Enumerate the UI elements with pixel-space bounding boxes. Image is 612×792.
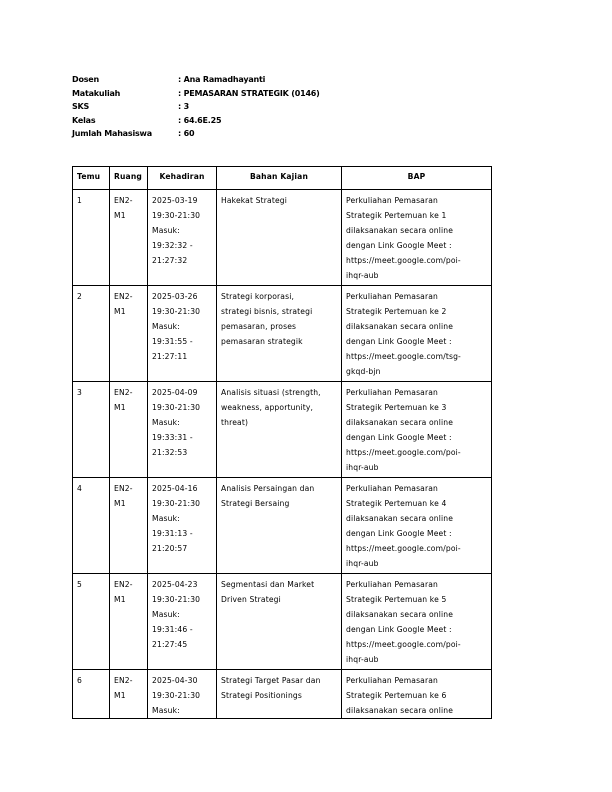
cell-line: 19:30-21:30: [152, 211, 201, 220]
cell-line: 19:31:13 -: [152, 529, 193, 538]
cell-line: M1: [114, 595, 126, 604]
cell-line: Strategi korporasi,: [221, 292, 295, 301]
header-bap: BAP: [342, 167, 492, 190]
cell-line: Masuk:: [152, 610, 180, 619]
cell-line: pemasaran strategik: [221, 337, 303, 346]
cell-line: 2025-03-26: [152, 292, 198, 301]
cell-kehadiran: [148, 670, 217, 719]
cell-line: https://meet.google.com/poi-: [346, 544, 461, 553]
cell-line: https://meet.google.com/poi-: [346, 256, 461, 265]
cell-line: 21:27:32: [152, 256, 188, 265]
cell-line: 21:27:45: [152, 640, 188, 649]
meta-label: SKS: [72, 102, 90, 111]
cell-line: dengan Link Google Meet :: [346, 625, 452, 634]
cell-line: 2025-04-30: [152, 676, 198, 685]
meta-value: : 60: [178, 129, 195, 138]
cell-kehadiran: [148, 190, 217, 286]
cell-line: 19:30-21:30: [152, 691, 201, 700]
cell-line: M1: [114, 211, 126, 220]
cell-line: Perkuliahan Pemasaran: [346, 580, 439, 589]
meta-row-dosen: [72, 73, 320, 87]
cell-line: Perkuliahan Pemasaran: [346, 196, 439, 205]
cell-line: strategi bisnis, strategi: [221, 307, 313, 316]
cell-line: dilaksanakan secara online: [346, 322, 454, 331]
cell-line: pemasaran, proses: [221, 322, 297, 331]
cell-line: dilaksanakan secara online: [346, 514, 454, 523]
cell-temu: 2: [73, 286, 110, 382]
cell-temu: 1: [73, 190, 110, 286]
cell-line: Strategi Positionings: [221, 691, 302, 700]
cell-line: 2025-03-19: [152, 196, 198, 205]
cell-line: ihqr-aub: [346, 463, 379, 472]
cell-line: 19:30-21:30: [152, 307, 201, 316]
cell-bap: [342, 478, 492, 574]
cell-line: EN2-: [114, 580, 133, 589]
cell-line: Perkuliahan Pemasaran: [346, 676, 439, 685]
cell-line: 2025-04-09: [152, 388, 198, 397]
cell-bahan-kajian: [217, 574, 342, 670]
cell-line: 19:31:55 -: [152, 337, 193, 346]
cell-line: M1: [114, 307, 126, 316]
cell-line: https://meet.google.com/tsg-: [346, 352, 461, 361]
cell-line: 21:20:57: [152, 544, 188, 553]
cell-line: ihqr-aub: [346, 559, 379, 568]
cell-line: 19:31:46 -: [152, 625, 193, 634]
meta-label: Jumlah Mahasiswa: [72, 129, 152, 138]
meta-value: : 3: [178, 102, 189, 111]
cell-line: 19:33:31 -: [152, 433, 193, 442]
header-bahan-kajian: Bahan Kajian: [217, 167, 342, 190]
cell-line: Masuk:: [152, 418, 180, 427]
cell-line: dilaksanakan secara online: [346, 610, 454, 619]
cell-temu: 6: [73, 670, 110, 719]
cell-line: ihqr-aub: [346, 271, 379, 280]
table-row: [73, 286, 492, 382]
meta-label: Dosen: [72, 75, 100, 84]
meta-value: : 64.6E.25: [178, 115, 222, 125]
cell-line: M1: [114, 499, 126, 508]
cell-line: Driven Strategi: [221, 595, 281, 604]
cell-line: Analisis Persaingan dan: [221, 484, 315, 493]
meta-label: Matakuliah: [72, 88, 121, 98]
cell-line: Strategik Pertemuan ke 2: [346, 307, 447, 316]
cell-ruang: [110, 670, 148, 719]
cell-line: Segmentasi dan Market: [221, 580, 315, 589]
meta-value: : PEMASARAN STRATEGIK (0146): [178, 88, 320, 98]
cell-ruang: [110, 478, 148, 574]
cell-line: dilaksanakan secara online: [346, 418, 454, 427]
cell-line: https://meet.google.com/poi-: [346, 640, 461, 649]
cell-line: Masuk:: [152, 514, 180, 523]
cell-ruang: [110, 190, 148, 286]
cell-line: dengan Link Google Meet :: [346, 433, 452, 442]
cell-temu: 4: [73, 478, 110, 574]
meta-value: : Ana Ramadhayanti: [178, 75, 266, 84]
cell-bap: [342, 286, 492, 382]
cell-line: Masuk:: [152, 706, 180, 715]
meta-row-jumlah: [72, 127, 320, 141]
meta-row-matakuliah: [72, 87, 320, 101]
cell-line: weakness, apportunity,: [221, 403, 314, 412]
cell-kehadiran: [148, 382, 217, 478]
cell-line: 21:27:11: [152, 352, 188, 361]
cell-line: Strategik Pertemuan ke 5: [346, 595, 447, 604]
cell-line: EN2-: [114, 484, 133, 493]
cell-line: dilaksanakan secara online: [346, 706, 454, 715]
cell-temu: 3: [73, 382, 110, 478]
table-row: [73, 478, 492, 574]
cell-line: dengan Link Google Meet :: [346, 337, 452, 346]
cell-temu: 5: [73, 574, 110, 670]
meta-label: Kelas: [72, 115, 96, 125]
cell-line: Perkuliahan Pemasaran: [346, 388, 439, 397]
cell-bap: [342, 190, 492, 286]
cell-kehadiran: [148, 574, 217, 670]
cell-line: M1: [114, 403, 126, 412]
cell-line: 19:30-21:30: [152, 403, 201, 412]
cell-line: 2025-04-16: [152, 484, 198, 493]
cell-bahan-kajian: [217, 670, 342, 719]
cell-line: EN2-: [114, 388, 133, 397]
cell-line: Strategik Pertemuan ke 1: [346, 211, 447, 220]
cell-line: Hakekat Strategi: [221, 196, 288, 205]
cell-bap: [342, 574, 492, 670]
cell-line: Masuk:: [152, 322, 180, 331]
cell-kehadiran: [148, 286, 217, 382]
cell-line: dilaksanakan secara online: [346, 226, 454, 235]
cell-line: 2025-04-23: [152, 580, 198, 589]
cell-line: 19:32:32 -: [152, 241, 193, 250]
cell-line: dengan Link Google Meet :: [346, 241, 452, 250]
cell-line: Strategik Pertemuan ke 6: [346, 691, 447, 700]
attendance-table: [72, 166, 492, 719]
table-body: [73, 190, 492, 719]
cell-line: Perkuliahan Pemasaran: [346, 484, 439, 493]
cell-bahan-kajian: [217, 382, 342, 478]
meta-row-kelas: [72, 114, 320, 128]
cell-line: 21:32:53: [152, 448, 188, 457]
cell-line: https://meet.google.com/poi-: [346, 448, 461, 457]
meta-row-sks: [72, 100, 320, 114]
cell-line: Strategi Target Pasar dan: [221, 676, 321, 685]
table-row: [73, 670, 492, 719]
cell-line: Strategi Bersaing: [221, 499, 290, 508]
table-header-row: [73, 167, 492, 190]
cell-ruang: [110, 286, 148, 382]
cell-line: Perkuliahan Pemasaran: [346, 292, 439, 301]
cell-line: Strategik Pertemuan ke 4: [346, 499, 447, 508]
cell-ruang: [110, 382, 148, 478]
cell-line: dengan Link Google Meet :: [346, 529, 452, 538]
cell-bap: [342, 382, 492, 478]
cell-line: EN2-: [114, 676, 133, 685]
cell-line: 19:30-21:30: [152, 595, 201, 604]
table-row: [73, 574, 492, 670]
table-row: [73, 190, 492, 286]
cell-line: Masuk:: [152, 226, 180, 235]
header-kehadiran: Kehadiran: [148, 167, 217, 190]
course-info: [72, 73, 320, 141]
cell-bahan-kajian: [217, 286, 342, 382]
cell-line: Strategik Pertemuan ke 3: [346, 403, 447, 412]
cell-line: Analisis situasi (strength,: [221, 388, 321, 397]
cell-line: ihqr-aub: [346, 655, 379, 664]
cell-line: threat): [221, 418, 249, 427]
cell-line: gkqd-bjn: [346, 367, 381, 376]
header-ruang: Ruang: [110, 167, 148, 190]
cell-kehadiran: [148, 478, 217, 574]
cell-line: EN2-: [114, 196, 133, 205]
header-temu: Temu: [73, 167, 110, 190]
cell-bap: [342, 670, 492, 719]
table-row: [73, 382, 492, 478]
cell-bahan-kajian: [217, 478, 342, 574]
cell-line: 19:30-21:30: [152, 499, 201, 508]
cell-ruang: [110, 574, 148, 670]
cell-line: EN2-: [114, 292, 133, 301]
cell-bahan-kajian: [217, 190, 342, 286]
cell-line: M1: [114, 691, 126, 700]
